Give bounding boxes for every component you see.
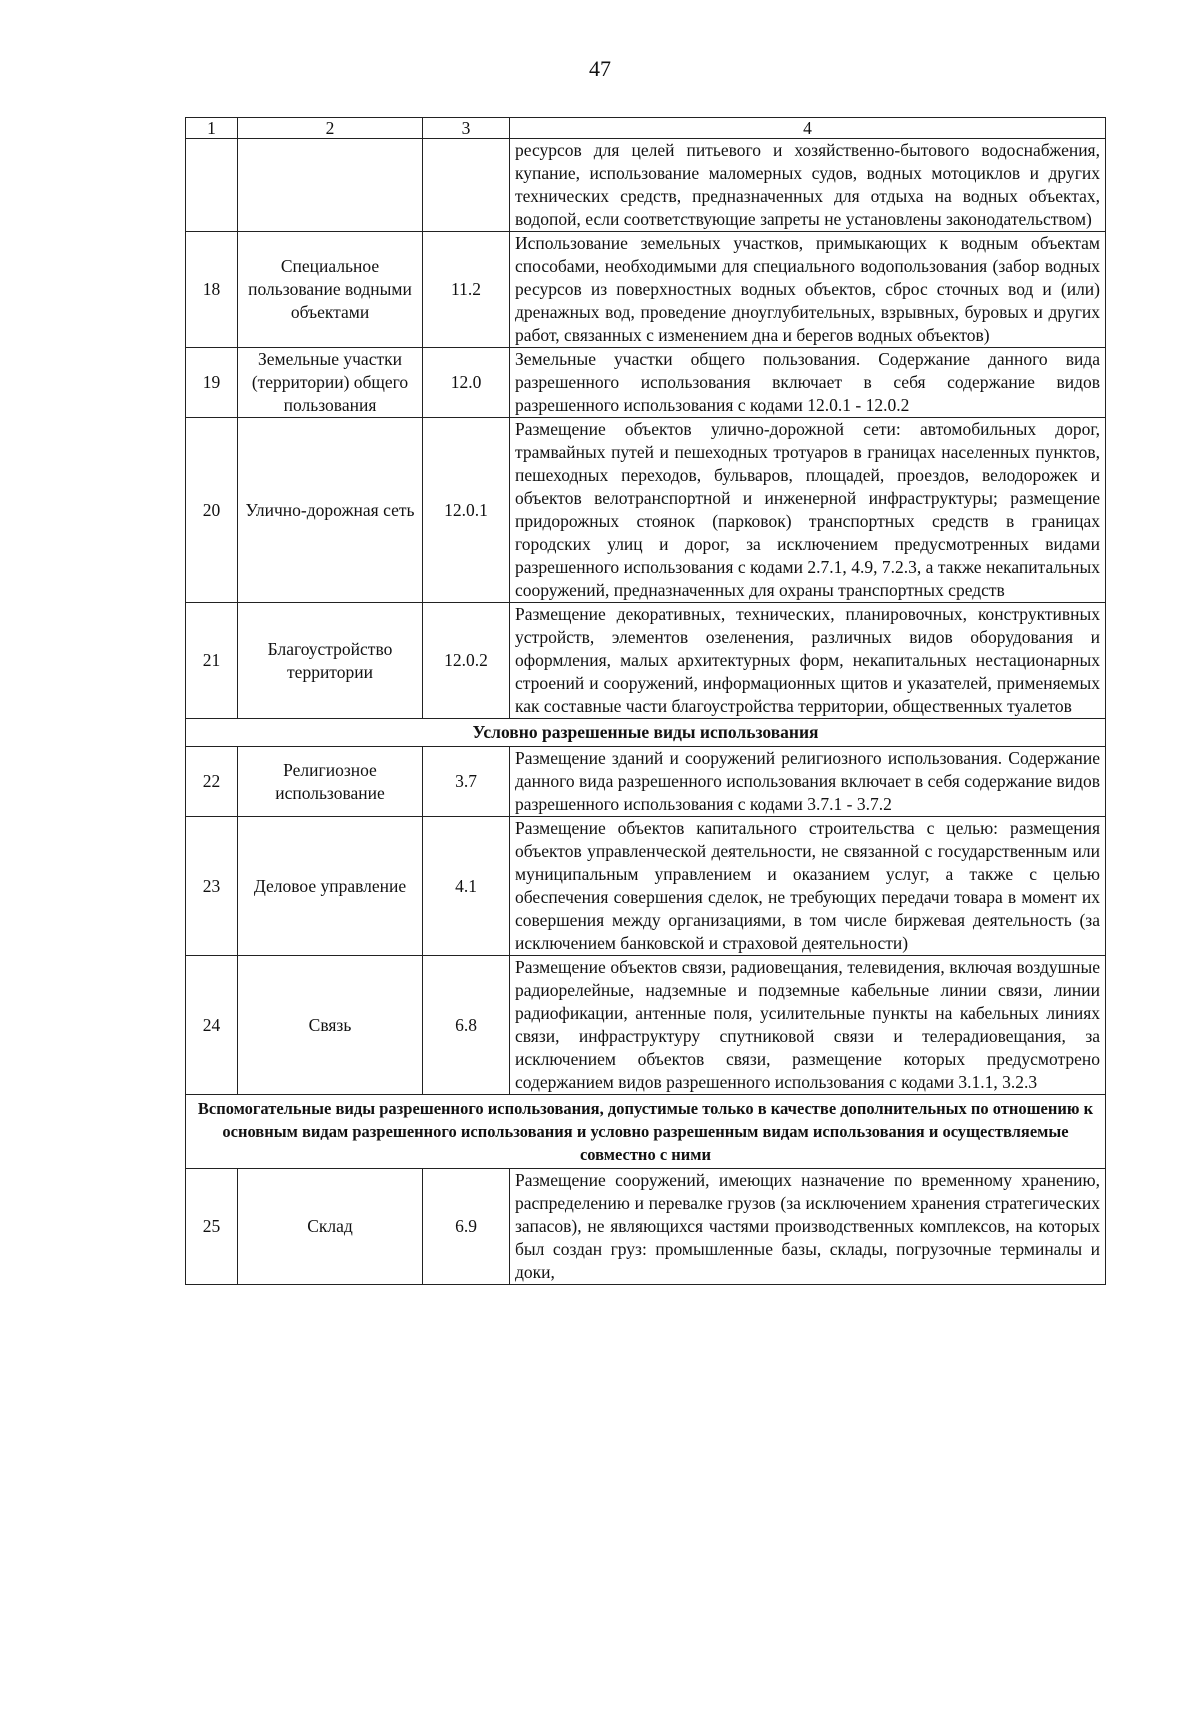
table-row-25	[186, 1169, 1106, 1285]
section-heading-auxiliary	[186, 1095, 1106, 1169]
table-row-21	[186, 603, 1106, 719]
row-number-cell: 25	[186, 1169, 238, 1285]
table-row-18	[186, 232, 1106, 348]
row-code-cell: 3.7	[423, 747, 510, 817]
row-description-cell: Размещение объектов капитального строительства с целью: размещения объектов управленческой деятельности, не связанной с государственным или муниципальным управлением и оказанием услуг, а также с целью обеспечения совершения сделок, не требующих передачи товара в момент их совершения между организациями, в том числе биржевая деятельность (за исключением банковской и страховой деятельности)	[510, 817, 1106, 956]
row-code-cell	[423, 139, 510, 232]
section-title: Условно разрешенные виды использования	[186, 719, 1106, 747]
row-name-cell: Специальное пользование водными объектами	[238, 232, 423, 348]
row-description-cell: Размещение зданий и сооружений религиозного использования. Содержание данного вида разрешенного использования включает в себя содержание видов разрешенного использования с кодами 3.7.1 - 3.7.2	[510, 747, 1106, 817]
row-name-cell: Деловое управление	[238, 817, 423, 956]
row-code-cell: 12.0	[423, 348, 510, 418]
row-description-cell: Использование земельных участков, примыкающих к водным объектам способами, необходимыми для специального водопользования (забор водных ресурсов из поверхностных водных объектов, сброс сточных вод и (или) дренажных вод, проведение дноуглубительных, взрывных, буровых и других работ, связанных с изменением дна и берегов водных объектов)	[510, 232, 1106, 348]
column-number-1: 1	[186, 118, 238, 139]
row-name-cell	[238, 139, 423, 232]
row-number-cell: 21	[186, 603, 238, 719]
table-row-continued	[186, 139, 1106, 232]
column-number-2: 2	[238, 118, 423, 139]
page-number: 47	[589, 56, 611, 81]
row-number-cell: 19	[186, 348, 238, 418]
row-description-cell: ресурсов для целей питьевого и хозяйственно-бытового водоснабжения, купание, использование маломерных судов, водных мотоциклов и других технических средств, предназначенных для отдыха на водных объектах, водопой, если соответствующие запреты не установлены законодательством)	[510, 139, 1106, 232]
row-code-cell: 6.9	[423, 1169, 510, 1285]
row-number-cell	[186, 139, 238, 232]
row-description-cell: Размещение объектов улично-дорожной сети: автомобильных дорог, трамвайных путей и пешеходных тротуаров в границах населенных пунктов, пешеходных переходов, бульваров, площадей, проездов, велодорожек и объектов велотранспортной и инженерной инфраструктуры; размещение придорожных стоянок (парковок) транспортных средств в границах городских улиц и дорог, за исключением предусмотренных видами разрешенного использования с кодами 2.7.1, 4.9, 7.2.3, а также некапитальных сооружений, предназначенных для охраны транспортных средств	[510, 418, 1106, 603]
row-description-cell: Размещение объектов связи, радиовещания, телевидения, включая воздушные радиорелейные, надземные и подземные кабельные линии связи, линии радиофикации, антенные поля, усилительные пункты на кабельных линиях связи, инфраструктуру спутниковой связи и телерадиовещания, за исключением объектов связи, размещение которых предусмотрено содержанием видов разрешенного использования с кодами 3.1.1, 3.2.3	[510, 956, 1106, 1095]
row-name-cell: Религиозное использование	[238, 747, 423, 817]
row-code-cell: 12.0.1	[423, 418, 510, 603]
row-number-cell: 18	[186, 232, 238, 348]
table-row-24	[186, 956, 1106, 1095]
land-use-table	[185, 117, 1106, 1285]
row-name-cell: Связь	[238, 956, 423, 1095]
column-number-4: 4	[510, 118, 1106, 139]
row-name-cell: Земельные участки (территории) общего пользования	[238, 348, 423, 418]
row-description-cell: Земельные участки общего пользования. Содержание данного вида разрешенного использования включает в себя содержание видов разрешенного использования с кодами 12.0.1 - 12.0.2	[510, 348, 1106, 418]
row-description-cell: Размещение сооружений, имеющих назначение по временному хранению, распределению и перевалке грузов (за исключением хранения стратегических запасов), не являющихся частями производственных комплексов, на которых был создан груз: промышленные базы, склады, погрузочные терминалы и доки,	[510, 1169, 1106, 1285]
row-number-cell: 23	[186, 817, 238, 956]
row-number-cell: 22	[186, 747, 238, 817]
row-name-cell: Благоустройство территории	[238, 603, 423, 719]
table-row-20	[186, 418, 1106, 603]
row-number-cell: 24	[186, 956, 238, 1095]
table-header-row	[186, 118, 1106, 139]
row-description-cell: Размещение декоративных, технических, планировочных, конструктивных устройств, элементов озеленения, различных видов оборудования и оформления, малых архитектурных форм, некапитальных нестационарных строений и сооружений, информационных щитов и указателей, применяемых как составные части благоустройства территории, общественных туалетов	[510, 603, 1106, 719]
section-title: Вспомогательные виды разрешенного использования, допустимые только в качестве дополнительных по отношению к основным видам разрешенного использования и условно разрешенным видам использования и осуществляемые совместно с ними	[186, 1095, 1106, 1169]
section-heading-conditional	[186, 719, 1106, 747]
table-row-23	[186, 817, 1106, 956]
column-number-3: 3	[423, 118, 510, 139]
table-row-19	[186, 348, 1106, 418]
table-row-22	[186, 747, 1106, 817]
row-code-cell: 4.1	[423, 817, 510, 956]
row-code-cell: 12.0.2	[423, 603, 510, 719]
row-number-cell: 20	[186, 418, 238, 603]
row-name-cell: Улично-дорожная сеть	[238, 418, 423, 603]
row-code-cell: 6.8	[423, 956, 510, 1095]
row-name-cell: Склад	[238, 1169, 423, 1285]
row-code-cell: 11.2	[423, 232, 510, 348]
